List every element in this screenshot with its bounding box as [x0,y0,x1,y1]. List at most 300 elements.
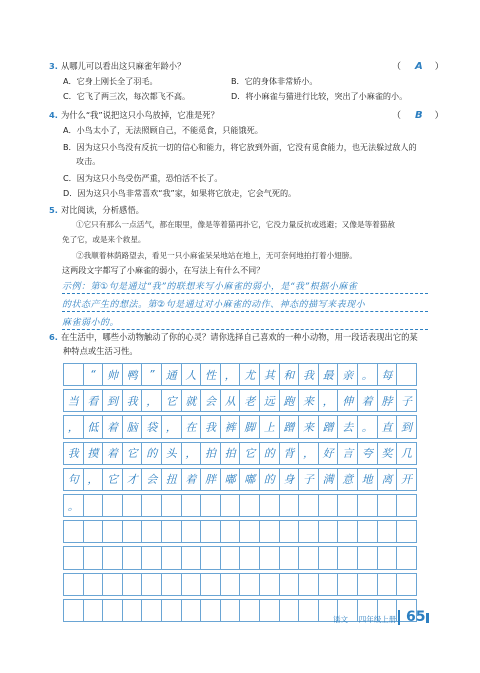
grid-char: 会 [204,394,216,408]
grid-cell [396,546,417,569]
grid-char: 伸 [342,394,354,408]
grid-cell [200,573,221,596]
answer-line-3: 麻雀弱小的。 [62,318,120,328]
grid-cell [181,415,202,438]
grid-cell [396,573,417,596]
grid-cell [279,389,300,412]
question-number: 6. [49,332,58,342]
grid-cell [357,573,378,596]
grid-cell [161,442,182,465]
question-5-stem [49,204,144,216]
grid-cell [141,494,162,517]
grid-cell [298,546,319,569]
answer-bracket [392,108,444,121]
grid-cell [83,363,104,386]
grid-char: 来 [302,394,314,408]
grid-char: 最 [322,368,334,382]
grid-char: 我 [67,447,79,461]
grid-cell [200,442,221,465]
grid-cell [63,415,84,438]
grid-char: ， [302,447,314,461]
grid-cell [161,494,182,517]
grid-cell [161,468,182,491]
grid-cell [161,415,182,438]
grid-char: 蹭 [322,420,334,434]
grid-cell [318,442,339,465]
footer-subject: 语文 [333,615,348,624]
grid-cell [122,573,143,596]
grid-cell [396,363,417,386]
grid-cell [161,546,182,569]
grid-cell [337,442,358,465]
grid-cell [83,546,104,569]
question-text: 从哪儿可以看出这只麻雀年龄小？ [60,61,186,71]
grid-cell [63,520,84,543]
grid-cell [396,415,417,438]
grid-cell [200,363,221,386]
grid-cell [377,363,398,386]
grid-char: 亲 [342,368,354,382]
grid-cell [63,442,84,465]
grid-cell [357,415,378,438]
option-b: B．它的身体非常娇小。 [231,76,318,86]
grid-cell [200,520,221,543]
grid-cell [63,599,84,622]
grid-cell [200,389,221,412]
grid-cell [83,573,104,596]
grid-char: 子 [302,473,314,487]
grid-char: 身 [283,473,295,487]
page-number: 65 [406,609,426,625]
grid-cell [377,442,398,465]
grid-cell [259,494,280,517]
grid-char: 它 [126,447,138,461]
grid-cell [239,494,260,517]
grid-cell [141,573,162,596]
grid-cell [161,573,182,596]
grid-char: 地 [361,473,373,487]
grid-cell [259,389,280,412]
grid-cell [161,363,182,386]
option-a: A．它身上刚长全了羽毛。 [63,76,158,86]
grid-cell [220,520,241,543]
grid-char: 夸 [361,447,373,461]
answer-line-2: 的状态产生的想法。第②句是通过对小麻雀的动作、神态的描写来表现小 [62,300,366,310]
grid-char: 其 [263,368,275,382]
grid-char: 到 [400,420,412,434]
grid-char: 奖 [381,447,393,461]
grid-char: 着 [106,420,118,434]
grid-cell [298,494,319,517]
grid-cell [337,415,358,438]
grid-cell [63,363,84,386]
grid-cell [357,389,378,412]
grid-cell [318,363,339,386]
grid-char: 。 [361,368,373,382]
grid-cell [181,468,202,491]
grid-char: 脖 [381,394,393,408]
grid-char: ， [87,473,99,487]
grid-cell [298,468,319,491]
grid-cell [63,389,84,412]
grid-char: 离 [381,473,393,487]
grid-char: 帅 [106,368,118,382]
grid-char: 远 [263,394,275,408]
grid-cell [279,363,300,386]
grid-char: 去 [342,420,354,434]
grid-cell [63,494,84,517]
grid-char: 子 [400,394,412,408]
grid-cell [259,520,280,543]
grid-char: 和 [283,368,295,382]
grid-char: 我 [126,394,138,408]
bracket-right: ） [434,62,444,72]
grid-cell [83,494,104,517]
grid-cell [181,599,202,622]
grid-char: 就 [185,394,197,408]
grid-cell [239,573,260,596]
passage-2: ②我顺着林荫路望去，看见一只小麻雀呆呆地站在地上，无可奈何地拍打着小翅膀。 [76,251,357,260]
grid-char: 直 [381,420,393,434]
passage-1-line-1: ①它只有那么一点活气，都在眼里，像是等着猫再扑它，它没力量反抗或逃避；又像是等着猫赦 [76,220,395,229]
footer-divider [398,610,400,625]
grid-cell [122,415,143,438]
grid-cell [181,363,202,386]
grid-cell [220,415,241,438]
grid-char: 尤 [244,368,256,382]
grid-cell [83,442,104,465]
grid-cell [298,573,319,596]
grid-cell [122,442,143,465]
grid-cell [122,599,143,622]
question-text: 对比阅读，分析感悟。 [60,205,144,215]
grid-cell [122,546,143,569]
grid-cell [357,546,378,569]
grid-char: 好 [322,447,334,461]
grid-cell [377,468,398,491]
grid-char: 。 [361,420,373,434]
grid-cell [259,599,280,622]
grid-cell [239,520,260,543]
grid-cell [141,389,162,412]
grid-cell [337,468,358,491]
grid-cell [220,494,241,517]
grid-char: 头 [165,447,177,461]
bracket-right: ） [434,111,444,121]
grid-cell [200,546,221,569]
grid-cell [377,389,398,412]
grid-cell [220,468,241,491]
grid-cell [279,573,300,596]
answer-underline [62,329,428,330]
grid-cell [259,442,280,465]
bracket-left: （ [392,62,402,72]
grid-cell [396,520,417,543]
bracket-left: （ [392,111,402,121]
grid-cell [298,599,319,622]
grid-char: 蹭 [283,420,295,434]
grid-char: 几 [400,447,412,461]
grid-char: 老 [244,394,256,408]
grid-char: 背 [283,447,295,461]
grid-cell [161,520,182,543]
grid-cell [220,442,241,465]
grid-char: 鸭 [126,368,138,382]
grid-char: “ [90,368,96,382]
question-number: 4. [49,110,58,120]
grid-char: 嘟 [244,473,256,487]
grid-cell [239,363,260,386]
grid-cell [357,468,378,491]
grid-cell [181,573,202,596]
grid-cell [181,520,202,543]
grid-char: 才 [126,473,138,487]
grid-cell [337,546,358,569]
grid-char: 它 [165,394,177,408]
grid-char: 句 [67,473,79,487]
grid-cell [259,363,280,386]
grid-cell [279,415,300,438]
grid-cell [122,363,143,386]
grid-char: 拍 [224,447,236,461]
grid-cell [337,389,358,412]
grid-char: 当 [67,394,79,408]
grid-char: 的 [263,473,275,487]
grid-cell [318,573,339,596]
grid-char: 开 [400,473,412,487]
grid-cell [122,494,143,517]
option-c: C．它飞了两三次，每次都飞不高。 [63,91,191,101]
grid-char: 拍 [204,447,216,461]
grid-cell [220,546,241,569]
grid-char: 看 [87,394,99,408]
grid-char: 满 [322,473,334,487]
grid-char: 袋 [146,420,158,434]
passage-1-line-2: 免了它，或是来个救星。 [62,235,146,244]
grid-char: 它 [244,447,256,461]
grid-cell [141,442,162,465]
grid-char: 每 [381,368,393,382]
grid-cell [279,468,300,491]
grid-cell [279,442,300,465]
grid-cell [102,363,123,386]
grid-char: 到 [106,394,118,408]
grid-cell [102,520,123,543]
grid-cell [396,494,417,517]
grid-cell [220,363,241,386]
grid-cell [279,599,300,622]
grid-cell [220,573,241,596]
grid-char: 着 [185,473,197,487]
grid-cell [259,546,280,569]
grid-char: 我 [302,368,314,382]
answer-letter: A [415,61,423,72]
grid-char: 摸 [87,447,99,461]
grid-cell [83,389,104,412]
grid-cell [259,415,280,438]
grid-char: 通 [165,368,177,382]
grid-char: 的 [263,447,275,461]
grid-cell [259,573,280,596]
option-b: B．因为这只小鸟没有反抗一切的信心和能力，将它放到外面，它没有觅食能力，也无法躲过敌人的 [63,142,417,152]
grid-cell [239,415,260,438]
footer-mark [426,613,429,623]
grid-char: 性 [204,368,216,382]
grid-char: 上 [263,420,275,434]
grid-cell [318,520,339,543]
grid-char: ， [165,420,177,434]
grid-char: 来 [302,420,314,434]
grid-cell [122,389,143,412]
grid-cell [220,389,241,412]
grid-cell [318,415,339,438]
grid-char: 着 [361,394,373,408]
question-text: 在生活中，哪些小动物触动了你的心灵？请你选择自己喜欢的一种小动物，用一段话表现出它的某 [60,332,418,342]
grid-cell [161,599,182,622]
grid-cell [396,389,417,412]
option-d: D．将小麻雀与猫进行比较，突出了小麻雀的小。 [231,91,408,101]
grid-cell [357,520,378,543]
grid-cell [377,546,398,569]
grid-cell [318,389,339,412]
option-d: D．因为这只小鸟非常喜欢“我”家，如果将它放走，它会气死的。 [63,188,297,198]
grid-cell [298,389,319,412]
grid-cell [239,389,260,412]
grid-cell [122,520,143,543]
grid-cell [181,389,202,412]
grid-cell [141,468,162,491]
grid-cell [102,442,123,465]
grid-char: ， [322,394,334,408]
grid-cell [239,468,260,491]
answer-underline [62,293,428,294]
grid-cell [279,520,300,543]
grid-cell [377,520,398,543]
grid-cell [279,494,300,517]
option-b-continued: 攻击。 [76,156,101,166]
grid-cell [298,363,319,386]
grid-cell [337,363,358,386]
grid-cell [161,389,182,412]
grid-cell [102,415,123,438]
grid-char: ， [67,420,79,434]
grid-char: 我 [204,420,216,434]
grid-cell [239,599,260,622]
grid-cell [298,520,319,543]
grid-cell [83,599,104,622]
grid-char: 嘟 [224,473,236,487]
grid-cell [200,468,221,491]
grid-cell [200,415,221,438]
grid-cell [318,494,339,517]
grid-cell [357,494,378,517]
grid-cell [63,573,84,596]
grid-char: 言 [342,447,354,461]
grid-char: 裤 [224,420,236,434]
grid-char: 人 [185,368,197,382]
grid-cell [83,415,104,438]
grid-cell [318,546,339,569]
question-4-stem [49,109,219,121]
grid-cell [337,494,358,517]
grid-cell [239,546,260,569]
question-text: 为什么“我”说把这只小鸟放掉，它准是死？ [60,110,219,120]
grid-char: 着 [106,447,118,461]
grid-cell [63,546,84,569]
grid-cell [298,415,319,438]
grid-cell [377,415,398,438]
option-a: A．小鸟太小了，无法照顾自己，不能觅食，只能饿死。 [63,125,263,135]
grid-cell [102,546,123,569]
grid-cell [239,442,260,465]
grid-char: 在 [185,420,197,434]
answer-letter: B [415,110,423,121]
grid-char: 脚 [244,420,256,434]
grid-char: 从 [224,394,236,408]
grid-cell [200,494,221,517]
grid-cell [279,546,300,569]
grid-cell [83,468,104,491]
grid-cell [200,599,221,622]
grid-cell [102,599,123,622]
grid-cell [337,520,358,543]
grid-cell [396,442,417,465]
question-number: 5. [49,205,58,215]
grid-cell [63,468,84,491]
grid-cell [396,468,417,491]
grid-cell [377,494,398,517]
grid-cell [181,546,202,569]
grid-cell [220,599,241,622]
grid-cell [102,468,123,491]
grid-char: 跑 [283,394,295,408]
grid-cell [318,468,339,491]
question-3-stem [49,60,185,72]
grid-cell [181,442,202,465]
grid-cell [357,442,378,465]
grid-char: 脑 [126,420,138,434]
grid-cell [141,363,162,386]
grid-char: 。 [67,499,79,513]
grid-char: 的 [146,447,158,461]
grid-char: ” [148,368,155,382]
grid-cell [141,520,162,543]
grid-char: 胖 [204,473,216,487]
grid-cell [181,494,202,517]
grid-char: 它 [106,473,118,487]
answer-bracket [392,59,444,72]
answer-underline [62,311,428,312]
grid-char: ， [185,447,197,461]
question-6-stem-continued: 种特点或生活习性。 [63,346,138,356]
grid-cell [357,363,378,386]
grid-char: ， [146,394,158,408]
grid-char: ， [224,368,236,382]
grid-char: 会 [146,473,158,487]
grid-cell [377,573,398,596]
grid-cell [102,389,123,412]
option-c: C．因为这只小鸟受伤严重，恐怕活不长了。 [63,173,223,183]
footer-grade: 四年级上册 [358,615,397,624]
grid-cell [298,442,319,465]
grid-cell [102,573,123,596]
footer-label [333,614,396,625]
grid-cell [337,573,358,596]
grid-cell [141,415,162,438]
grid-cell [141,546,162,569]
question-number: 3. [49,61,58,71]
grid-char: 低 [87,420,99,434]
